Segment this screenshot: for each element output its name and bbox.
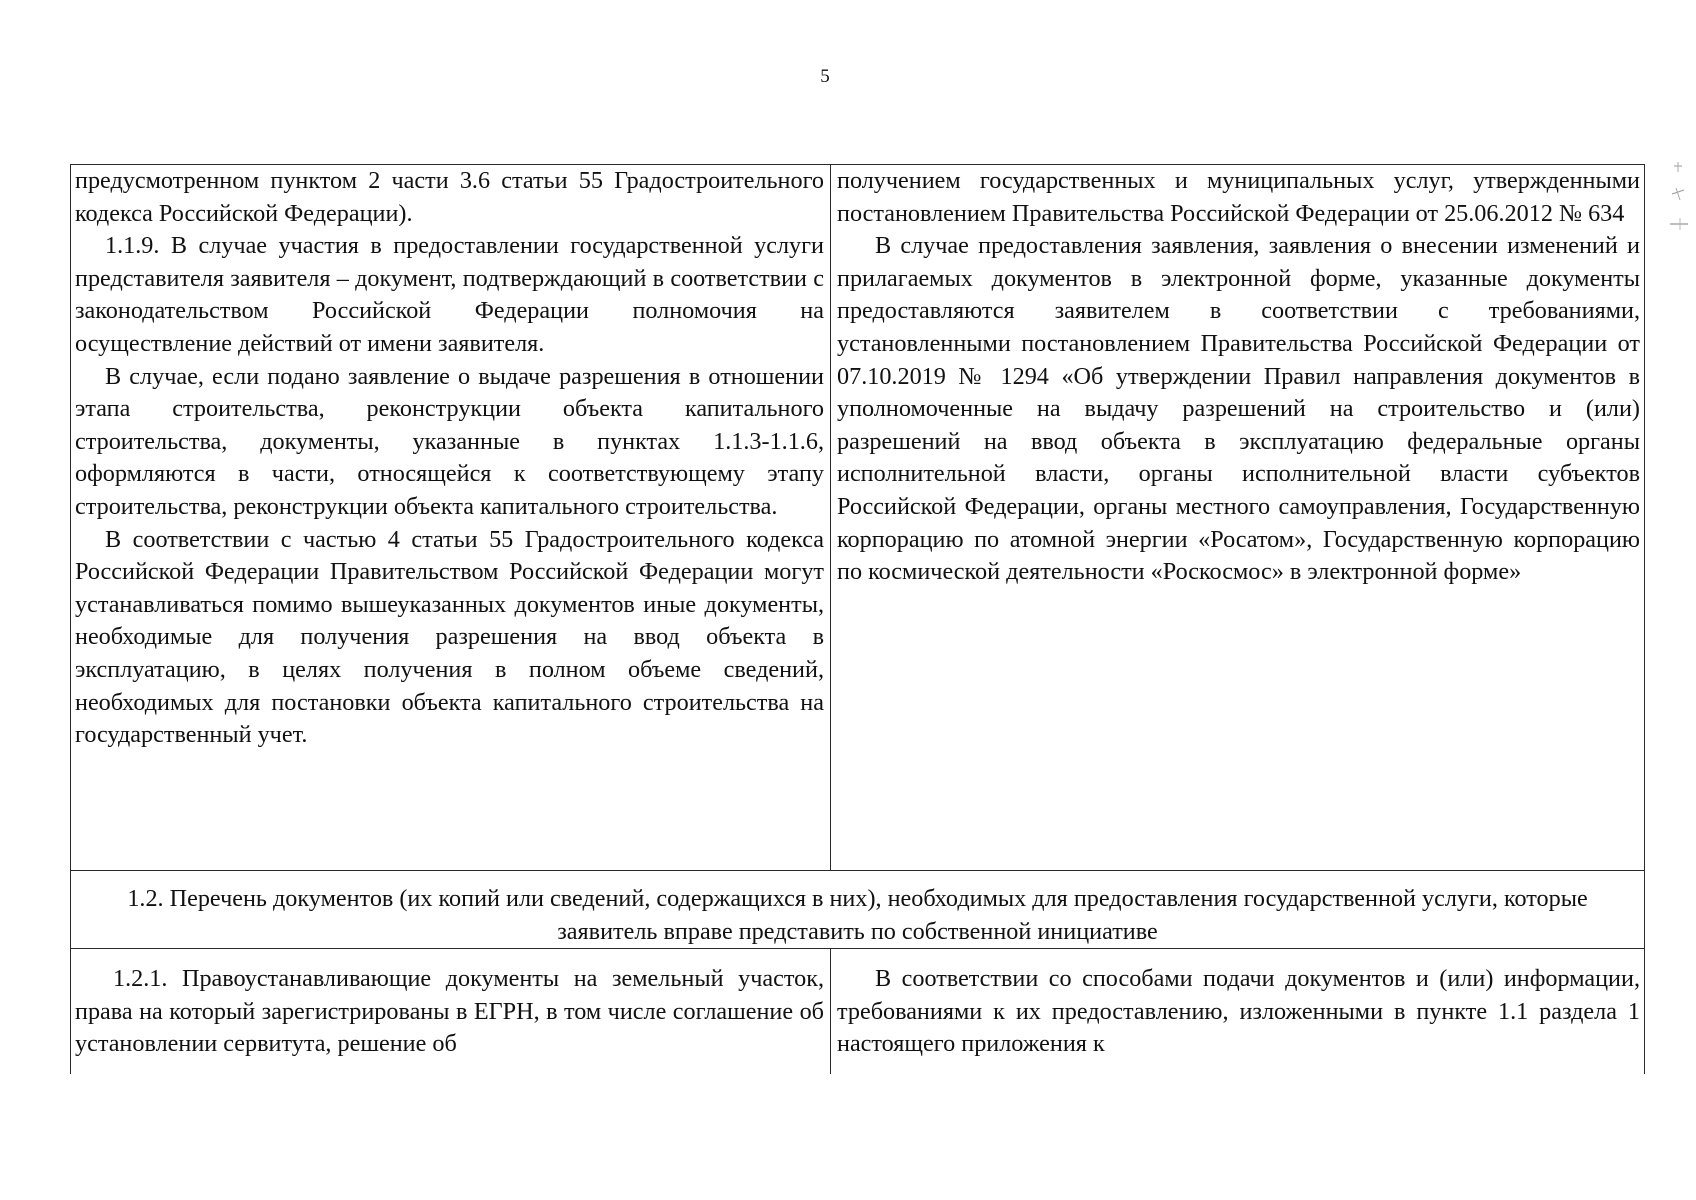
table-row xyxy=(71,949,1645,1074)
scan-margin-marks xyxy=(1666,160,1696,250)
table-row xyxy=(71,165,1645,871)
paragraph: В соответствии с частью 4 статьи 55 Градостроительного кодекса Российской Федерации Правительством Российской Федерации могут устанавливаться помимо вышеуказанных документов иные документы, необходимые для получения разрешения на ввод объекта в эксплуатацию, в целях получения в полном объеме сведений, необходимых для постановки объекта капитального строительства на государственный учет. xyxy=(75,525,824,749)
paragraph: 1.2.1. Правоустанавливающие документы на земельный участок, права на который зарегистрированы в ЕГРН, в том числе соглашение об установлении сервитута, решение об xyxy=(75,965,824,1058)
section-heading: 1.2. Перечень документов (их копий или сведений, содержащихся в них), необходимых для предоставления государственной услуги, которые заявитель вправе представить по собственной инициативе xyxy=(71,871,1645,949)
paragraph: В случае, если подано заявление о выдаче разрешения в отношении этапа строительства, реконструкции объекта капитального строительства, документы, указанные в пунктах 1.1.3-1.1.6, оформляются в части, относящейся к соответствующему этапу строительства, реконструкции объекта капитального строительства. xyxy=(75,362,824,520)
paragraph: В случае предоставления заявления, заявления о внесении изменений и прилагаемых документов в электронной форме, указанные документы предоставляются заявителем в соответствии с требованиями, установленными постановлением Правительства Российской Федерации от 07.10.2019 № 1294 «Об утверждении Правил направления документов в уполномоченные на выдачу разрешений на строительство и (или) разрешений на ввод объекта в эксплуатацию федеральные органы исполнительной власти, органы исполнительной власти субъектов Российской Федерации, органы местного самоуправления, Государственную корпорацию по атомной энергии «Росатом», Государственную корпорацию по космической деятельности «Роскосмос» в электронной форме» xyxy=(837,232,1640,586)
table-cell-right xyxy=(831,949,1645,1074)
table-cell-left xyxy=(71,165,831,871)
table-cell-right xyxy=(831,165,1645,871)
table-cell-left xyxy=(71,949,831,1074)
paragraph: получением государственных и муниципальных услуг, утвержденными постановлением Правительства Российской Федерации от 25.06.2012 № 634 xyxy=(837,167,1640,227)
document-table xyxy=(70,164,1645,1074)
paragraph: 1.1.9. В случае участия в предоставлении государственной услуги представителя заявителя – документ, подтверждающий в соответствии с законодательством Российской Федерации полномочия на осуществление действий от имени заявителя. xyxy=(75,232,824,357)
paragraph: предусмотренном пунктом 2 части 3.6 статьи 55 Градостроительного кодекса Российской Федерации). xyxy=(75,167,824,227)
section-heading-row xyxy=(71,871,1645,949)
page-number: 5 xyxy=(820,66,830,87)
paragraph: В соответствии со способами подачи документов и (или) информации, требованиями к их предоставлению, изложенными в пункте 1.1 раздела 1 настоящего приложения к xyxy=(837,965,1640,1058)
